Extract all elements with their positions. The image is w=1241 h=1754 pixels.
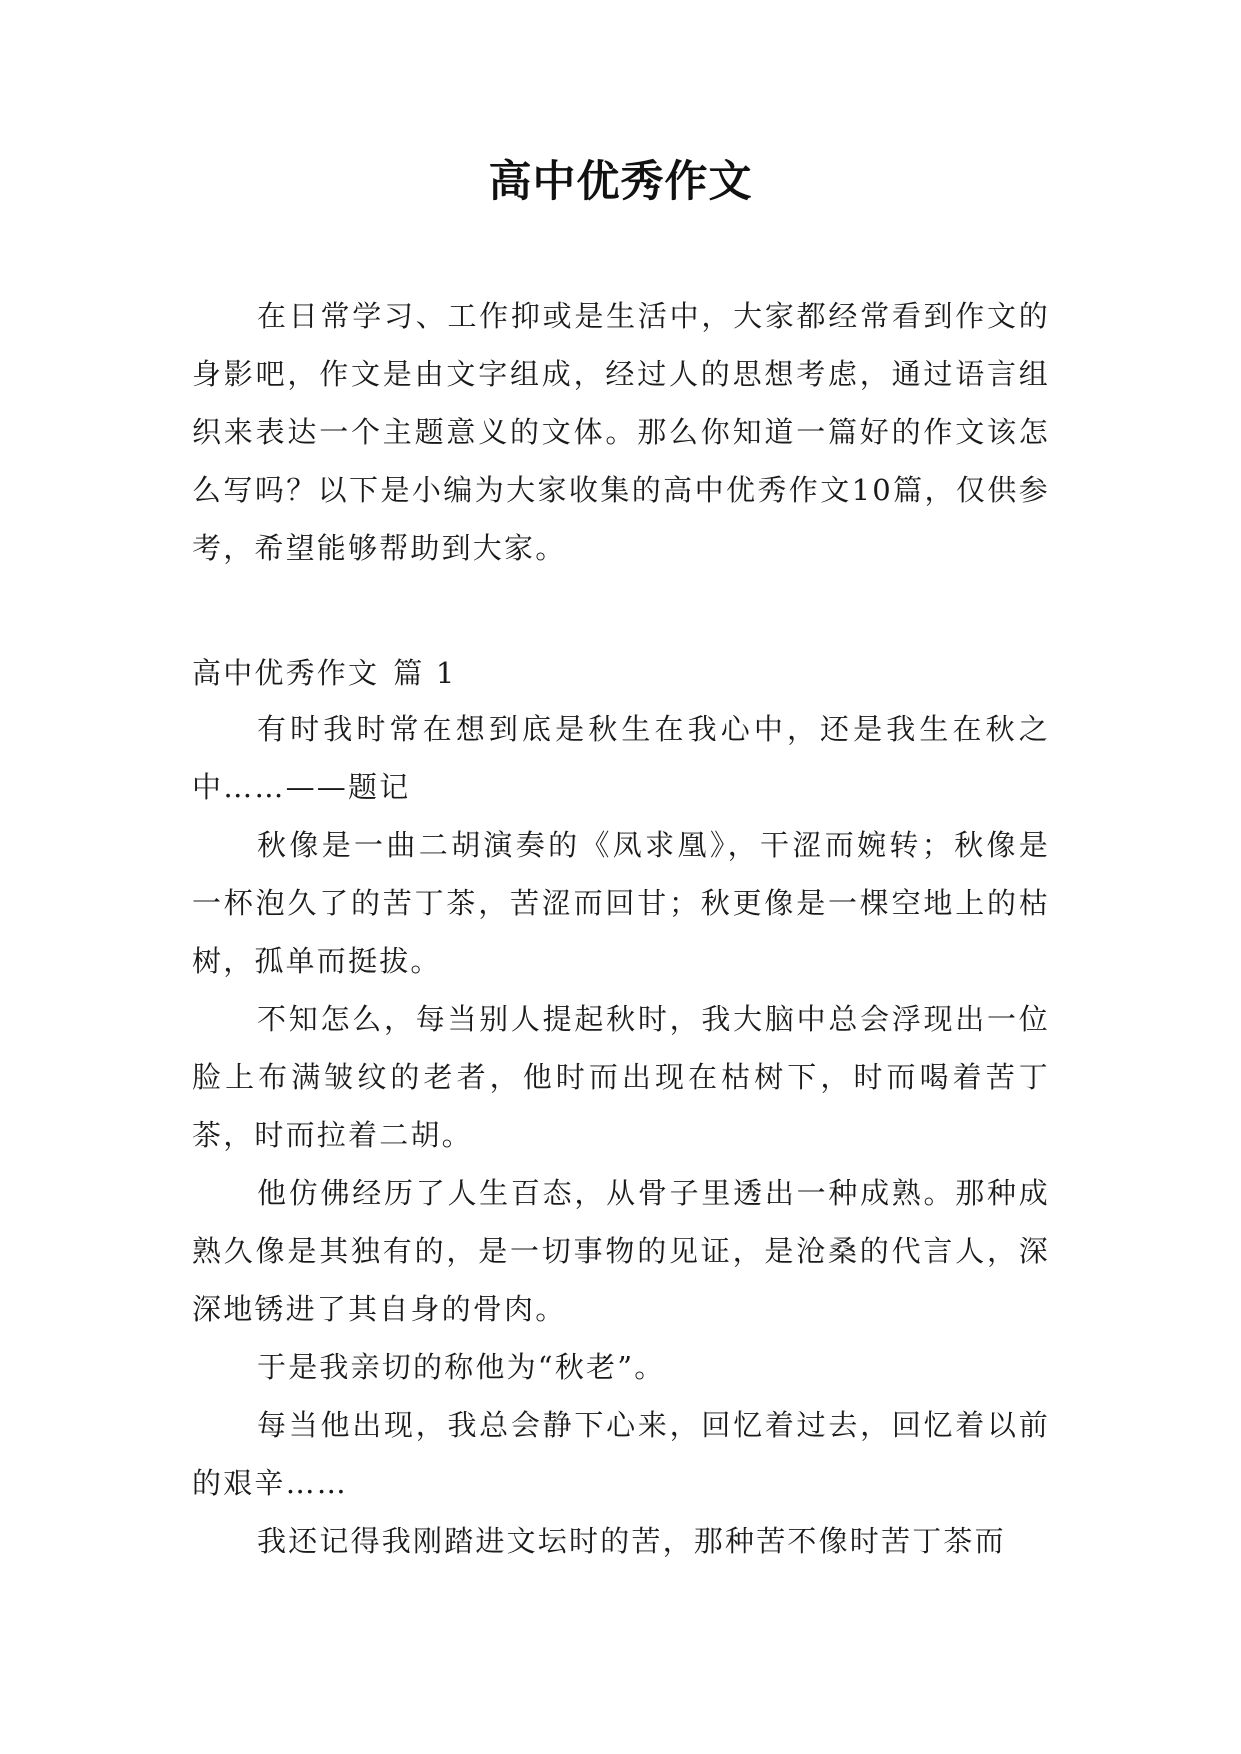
- essay-paragraph: 秋像是一曲二胡演奏的《凤求凰》，干涩而婉转；秋像是一杯泡久了的苦丁茶，苦涩而回甘；秋更像是一棵空地上的枯树，孤单而挺拔。: [192, 828, 1050, 978]
- essay-paragraph: 有时我时常在想到底是秋生在我心中，还是我生在秋之中……——题记: [192, 712, 1050, 804]
- section-heading-number: 篇 1: [393, 656, 457, 690]
- document-title: 高中优秀作文: [488, 157, 753, 207]
- essay-paragraph: 于是我亲切的称他为“秋老”。: [257, 1350, 666, 1384]
- essay-paragraph: 我还记得我刚踏进文坛时的苦，那种苦不像时苦丁茶而: [257, 1524, 1006, 1558]
- essay-paragraph: 每当他出现，我总会静下心来，回忆着过去，回忆着以前的艰辛……: [192, 1408, 1050, 1500]
- essay-paragraph: 他仿佛经历了人生百态，从骨子里透出一种成熟。那种成熟久像是其独有的，是一切事物的见证，是沧桑的代言人，深深地锈进了其自身的骨肉。: [192, 1176, 1050, 1326]
- section-heading: [192, 644, 456, 702]
- intro-paragraph: 在日常学习、工作抑或是生活中，大家都经常看到作文的身影吧，作文是由文字组成，经过人的思想考虑，通过语言组织来表达一个主题意义的文体。那么你知道一篇好的作文该怎么写吗？以下是小编为大家收集的高中优秀作文10篇，仅供参考，希望能够帮助到大家。: [192, 299, 1050, 565]
- intro-section: [192, 287, 1050, 577]
- essay-body: [192, 700, 1050, 1570]
- essay-paragraph: 不知怎么，每当别人提起秋时，我大脑中总会浮现出一位脸上布满皱纹的老者，他时而出现在枯树下，时而喝着苦丁茶，时而拉着二胡。: [192, 1002, 1050, 1152]
- section-heading-title: 高中优秀作文: [192, 656, 380, 690]
